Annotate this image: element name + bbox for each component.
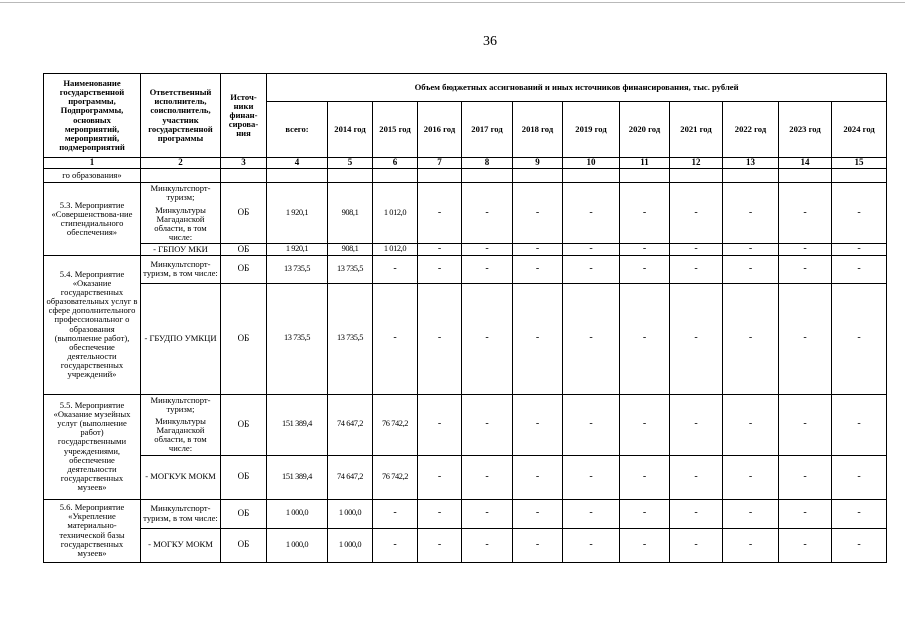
- row-value: -: [670, 283, 723, 394]
- row-value: 1 012,0: [373, 244, 418, 256]
- column-index: 5: [328, 158, 373, 169]
- row-value: -: [620, 244, 670, 256]
- row-value: -: [832, 499, 887, 528]
- table-row: [44, 394, 887, 455]
- row-value: -: [563, 283, 620, 394]
- row-source: ОБ: [221, 255, 267, 283]
- table-row: [44, 183, 887, 244]
- row-value: -: [418, 499, 462, 528]
- row-value: -: [462, 183, 513, 244]
- row-value: -: [418, 455, 462, 499]
- row-value: -: [779, 499, 832, 528]
- row-source: ОБ: [221, 499, 267, 528]
- row-value: -: [723, 244, 779, 256]
- header-year: 2019 год: [563, 102, 620, 158]
- row-value: -: [620, 528, 670, 562]
- budget-table: [43, 73, 887, 563]
- row-value: -: [418, 283, 462, 394]
- row-value: -: [723, 394, 779, 455]
- table-row: [44, 255, 887, 283]
- row-name: 5.4. Мероприятие «Оказание государственных образовательных услуг в сфере дополнительного профессиональног о образования (выполнение работ), обеспечение деятельности государственных учреждений»: [44, 255, 141, 394]
- row-source: ОБ: [221, 394, 267, 455]
- row-value: -: [723, 455, 779, 499]
- header-total: всего:: [267, 102, 328, 158]
- row-value: -: [462, 244, 513, 256]
- row-value: -: [670, 183, 723, 244]
- row-value: 908,1: [328, 183, 373, 244]
- header-row-1: [44, 74, 887, 102]
- row-value: -: [513, 528, 563, 562]
- row-executor: Минкультспорт-туризм, в том числе:: [141, 499, 221, 528]
- row-value: -: [418, 394, 462, 455]
- row-executor: - МОГКУК МОКМ: [141, 455, 221, 499]
- row-value: -: [418, 255, 462, 283]
- row-value: -: [620, 499, 670, 528]
- row-value: -: [670, 455, 723, 499]
- row-total: 1 000,0: [267, 499, 328, 528]
- row-value: -: [670, 499, 723, 528]
- row-value: -: [513, 499, 563, 528]
- column-index: 13: [723, 158, 779, 169]
- row-value: -: [779, 455, 832, 499]
- row-value: -: [832, 528, 887, 562]
- column-index: 4: [267, 158, 328, 169]
- column-index: 8: [462, 158, 513, 169]
- row-value: -: [779, 528, 832, 562]
- row-total: 151 389,4: [267, 394, 328, 455]
- row-value: -: [620, 283, 670, 394]
- row-value: -: [779, 255, 832, 283]
- row-value: -: [513, 394, 563, 455]
- header-name: Наименование государственной программы, Подпрограммы, основных мероприятий, мероприятий, подмероприятий: [44, 74, 141, 158]
- row-value: -: [779, 244, 832, 256]
- row-value: -: [670, 394, 723, 455]
- row-value: -: [563, 183, 620, 244]
- column-index: 1: [44, 158, 141, 169]
- row-value: 76 742,2: [373, 394, 418, 455]
- table-row: [44, 455, 887, 499]
- header-year: 2022 год: [723, 102, 779, 158]
- row-value: -: [563, 528, 620, 562]
- row-value: -: [723, 499, 779, 528]
- row-value: -: [563, 455, 620, 499]
- row-value: 74 647,2: [328, 394, 373, 455]
- row-value: -: [373, 528, 418, 562]
- row-value: -: [418, 183, 462, 244]
- executor-line: Минкультспорт-туризм;: [150, 394, 211, 414]
- executor-line: Минкультспорт-туризм;: [150, 182, 211, 202]
- column-index: 3: [221, 158, 267, 169]
- executor-line: Минкультуры Магаданской области, в том числе:: [154, 204, 207, 243]
- header-year: 2023 год: [779, 102, 832, 158]
- table-row: [44, 528, 887, 562]
- header-year: 2020 год: [620, 102, 670, 158]
- page-number: 36: [483, 34, 497, 49]
- row-value: -: [462, 528, 513, 562]
- row-total: 1 920,1: [267, 183, 328, 244]
- row-value: -: [779, 394, 832, 455]
- row-value: -: [373, 255, 418, 283]
- row-value: 1 000,0: [328, 499, 373, 528]
- row-source: ОБ: [221, 455, 267, 499]
- column-index: 11: [620, 158, 670, 169]
- row-value: 908,1: [328, 244, 373, 256]
- row-total: 13 735,5: [267, 283, 328, 394]
- row-executor: - ГБУДПО УМКЦИ: [141, 283, 221, 394]
- header-year: 2014 год: [328, 102, 373, 158]
- row-value: -: [832, 255, 887, 283]
- row-value: -: [563, 394, 620, 455]
- column-index: 2: [141, 158, 221, 169]
- row-value: -: [373, 499, 418, 528]
- row-value: -: [832, 394, 887, 455]
- row-value: -: [670, 244, 723, 256]
- row-value: -: [513, 255, 563, 283]
- header-year: 2018 год: [513, 102, 563, 158]
- table-row: [44, 283, 887, 394]
- table-row: [44, 169, 887, 183]
- row-value: -: [418, 244, 462, 256]
- header-year: 2016 год: [418, 102, 462, 158]
- header-year: 2024 год: [832, 102, 887, 158]
- row-value: -: [723, 183, 779, 244]
- row-value: 76 742,2: [373, 455, 418, 499]
- row-value: 1 012,0: [373, 183, 418, 244]
- row-value: -: [723, 255, 779, 283]
- row-value: -: [620, 255, 670, 283]
- row-value: -: [563, 255, 620, 283]
- row-name: 5.5. Мероприятие «Оказание музейных услуг (выполнение работ) государственными учреждениями, обеспечение деятельности государственных музеев»: [44, 394, 141, 499]
- row-value: -: [513, 283, 563, 394]
- row-executor: Минкультспорт-туризм, в том числе:: [141, 255, 221, 283]
- row-value: -: [462, 283, 513, 394]
- column-index: 9: [513, 158, 563, 169]
- row-source: ОБ: [221, 183, 267, 244]
- row-name: 5.3. Мероприятие «Совершенствова-ние стипендиального обеспечения»: [44, 183, 141, 256]
- row-executor: - ГБПОУ МКИ: [141, 244, 221, 256]
- row-source: ОБ: [221, 244, 267, 256]
- row-value: 13 735,5: [328, 255, 373, 283]
- row-value: -: [373, 283, 418, 394]
- row-source: ОБ: [221, 528, 267, 562]
- table-row: [44, 244, 887, 256]
- row-value: -: [723, 528, 779, 562]
- row-value: -: [832, 244, 887, 256]
- header-year: 2021 год: [670, 102, 723, 158]
- row-total: 1 000,0: [267, 528, 328, 562]
- row-value: -: [418, 528, 462, 562]
- header-volume: Объем бюджетных ассигнований и иных источников финансирования, тыс. рублей: [267, 74, 887, 102]
- row-value: -: [513, 183, 563, 244]
- top-rule: [0, 2, 905, 3]
- row-value: 13 735,5: [328, 283, 373, 394]
- row-value: -: [462, 255, 513, 283]
- row-total: 1 920,1: [267, 244, 328, 256]
- row-value: -: [563, 244, 620, 256]
- row-value: -: [620, 394, 670, 455]
- row-value: -: [779, 183, 832, 244]
- row-executor: [141, 394, 221, 455]
- row-name: го образования»: [44, 169, 141, 183]
- row-value: -: [462, 499, 513, 528]
- row-total: 151 389,4: [267, 455, 328, 499]
- row-value: -: [779, 283, 832, 394]
- column-index: 14: [779, 158, 832, 169]
- executor-line: Минкультуры Магаданской области, в том числе:: [154, 415, 207, 454]
- row-value: -: [670, 255, 723, 283]
- column-index: 10: [563, 158, 620, 169]
- header-executor: Ответственный исполнитель, соисполнитель, участник государственной программы: [141, 74, 221, 158]
- column-index: 15: [832, 158, 887, 169]
- row-value: -: [832, 283, 887, 394]
- header-source: Источ-ники финан-сирова-ния: [221, 74, 267, 158]
- row-value: -: [620, 455, 670, 499]
- row-value: -: [832, 183, 887, 244]
- row-value: -: [723, 283, 779, 394]
- column-index: 12: [670, 158, 723, 169]
- table-row: [44, 499, 887, 528]
- column-index: 6: [373, 158, 418, 169]
- row-executor: - МОГКУ МОКМ: [141, 528, 221, 562]
- row-value: -: [563, 499, 620, 528]
- header-year: 2017 год: [462, 102, 513, 158]
- column-index-row: [44, 158, 887, 169]
- row-total: 13 735,5: [267, 255, 328, 283]
- row-value: 1 000,0: [328, 528, 373, 562]
- row-value: -: [513, 455, 563, 499]
- row-value: -: [670, 528, 723, 562]
- header-year: 2015 год: [373, 102, 418, 158]
- row-value: -: [832, 455, 887, 499]
- row-value: 74 647,2: [328, 455, 373, 499]
- row-value: -: [462, 394, 513, 455]
- row-value: -: [462, 455, 513, 499]
- row-value: -: [513, 244, 563, 256]
- row-name: 5.6. Мероприятие «Укрепление материально-технической базы государственных музеев»: [44, 499, 141, 562]
- column-index: 7: [418, 158, 462, 169]
- row-source: ОБ: [221, 283, 267, 394]
- row-executor: [141, 183, 221, 244]
- row-value: -: [620, 183, 670, 244]
